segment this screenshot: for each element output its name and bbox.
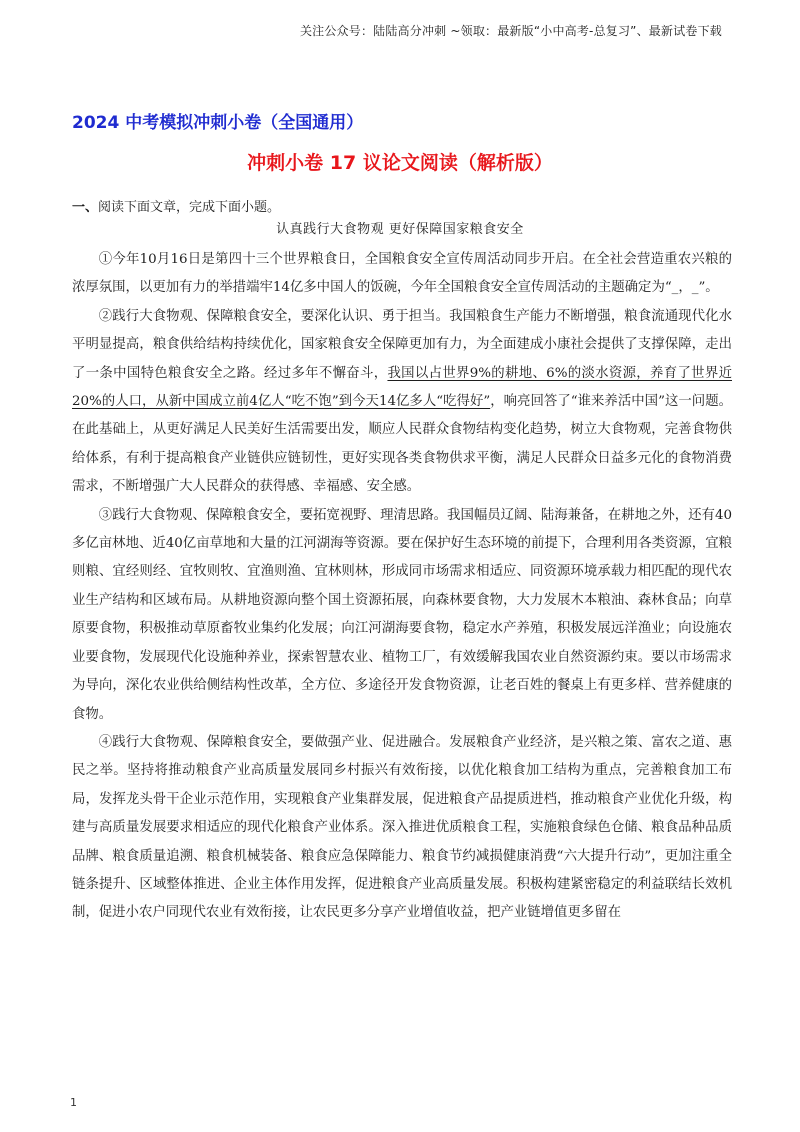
paragraph-2-text-before: ②践行大食物观、保障粮食安全，要深化认识、勇于担当。我国粮食生产能力不断增强，粮食流通现代化水平明显提高，粮食供给结构持续优化，国家粮食安全保障更加有力，为全面建成小康社会提供了支撑保障，走出了一条中国特色粮食安全之路。经过多年不懈奋斗， <box>72 308 732 381</box>
question-number: 一、 <box>72 200 99 215</box>
article-title: 认真践行大食物观 更好保障国家粮食安全 <box>276 222 524 237</box>
series-title: 2024 中考模拟冲刺小卷（全国通用） <box>72 113 364 133</box>
underlined-sentence: 我国以占世界9%的耕地、6%的淡水资源，养育了世界近20%的人口，从新中国成立前4亿人“吃不饱”到今天14亿多人“吃得好” <box>72 365 732 410</box>
paragraph-1: ①今年10月16日是第四十三个世界粮食日，全国粮食安全宣传周活动同步开启。在全社会营造重农兴粮的浓厚氛围，以更加有力的举措端牢14亿多中国人的饭碗，今年全国粮食安全宣传周活动的主题确定为“_，_”。 <box>72 252 732 296</box>
paragraph-2 <box>72 303 732 502</box>
question-instruction <box>72 196 280 215</box>
page-number: 1 <box>70 1096 77 1109</box>
instruction-text: 阅读下面文章，完成下面小题。 <box>98 200 281 215</box>
paragraph-4: ④践行大食物观、保障粮食安全，要做强产业、促进融合。发展粮食产业经济，是兴粮之策、富农之道、惠民之举。坚持将推动粮食产业高质量发展同乡村振兴有效衔接，以优化粮食加工结构为重点，完善粮食加工布局，发挥龙头骨干企业示范作用，实现粮食产业集群发展，促进粮食产品提质进档，推动粮食产业优化升级，构建与高质量发展要求相适应的现代化粮食产业体系。深入推进优质粮食工程，实施粮食绿色仓储、粮食品种品质品牌、粮食质量追溯、粮食机械装备、粮食应急保障能力、粮食节约减损健康消费“六大提升行动”，更加注重全链条提升、区域整体推进、企业主体作用发挥，促进粮食产业高质量发展。积极构建紧密稳定的利益联结长效机制，促进小农户同现代农业有效衔接，让农民更多分享产业增值收益，把产业链增值更多留在 <box>72 734 732 921</box>
paragraph-3: ③践行大食物观、保障粮食安全，要拓宽视野、理清思路。我国幅员辽阔、陆海兼备，在耕地之外，还有40多亿亩林地、近40亿亩草地和大量的江河湖海等资源。要在保护好生态环境的前提下，合理利用各类资源，宜粮则粮、宜经则经、宜牧则牧、宜渔则渔、宜林则林，形成同市场需求相适应、同资源环境承载力相匹配的现代农业生产结构和区域布局。从耕地资源向整个国土资源拓展，向森林要食物，大力发展木本粮油、森林食品；向草原要食物，积极推动草原畜牧业集约化发展；向江河湖海要食物，稳定水产养殖，积极发展远洋渔业；向设施农业要食物，发展现代化设施种养业，探索智慧农业、植物工厂，有效缓解我国农业自然资源约束。要以市场需求为导向，深化农业供给侧结构性改革，全方位、多途径开发食物资源，让老百姓的餐桌上有更多样、营养健康的食物。 <box>72 507 732 722</box>
header-note: 关注公众号：陆陆高分冲刺 ~领取：最新版“小中高考-总复习”、最新试卷下载 <box>299 24 722 38</box>
paragraph-2-text-after: ，响亮回答了“谁来养活中国”这一问题。在此基础上，从更好满足人民美好生活需要出发，顺应人民群众食物结构变化趋势，树立大食物观，完善食物供给体系，有利于提高粮食产业链供应链韧性，更好实现各类食物供求平衡，满足人民群众日益多元化的食物消费需求，不断增强广大人民群众的获得感、幸福感、安全感。 <box>72 394 733 495</box>
paper-title: 冲刺小卷 17 议论文阅读（解析版） <box>247 152 553 174</box>
article-body <box>72 246 732 928</box>
